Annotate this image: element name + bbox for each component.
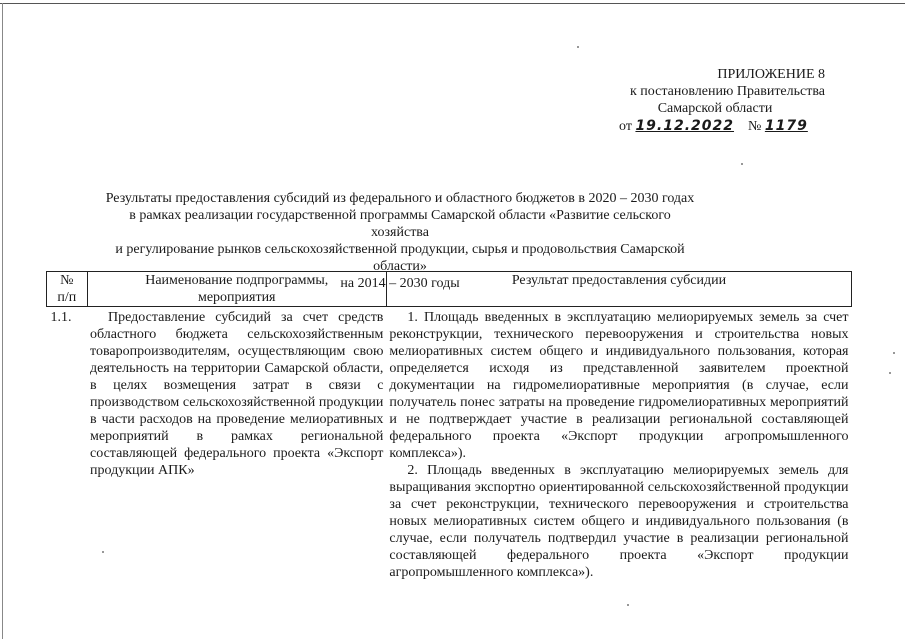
header-num-line-1: №: [60, 273, 74, 288]
title-line-1: Результаты предоставления субсидий из федерального и областного бюджетов в 2020 – 2030 годах: [105, 191, 695, 206]
header-result: Результат предоставления субсидии: [386, 272, 851, 307]
scan-speck: [741, 163, 743, 165]
table-header-row: [47, 272, 852, 307]
header-num-line-2: п/п: [57, 290, 77, 305]
number-prefix: №: [748, 119, 762, 134]
scan-border-top: [0, 3, 905, 4]
scan-speck: [627, 604, 629, 606]
row-name-text: Предоставление субсидий за счет средств областного бюджета сельскохозяйственным товаропроизводителям, осуществляющим свою деятельность на территории Самарской области, в целях возмещения затрат в связи с производством сельскохозяйственной продукции в части расходов на проведение мелиоративных мероприятий в рамках региональной составляющей федерального проекта «Экспорт продукции АПК»: [90, 310, 384, 478]
row-results: [386, 307, 851, 582]
header-name-line-2: мероприятия: [197, 290, 276, 305]
date-prefix: от: [619, 119, 632, 134]
scan-speck: [577, 46, 579, 48]
result-item-2: 2. Площадь введенных в эксплуатацию мелиорируемых земель для выращивания экспортно ориентированной сельскохозяйственной продукции за счет реконструкции, технического перевооружения и строительства новых мелиоративных систем общего и индивидуального пользования (в случае, если получатель подтвердил участие в реализации региональной составляющей федерального проекта «Экспорт продукции агропромышленного комплекса»).: [389, 463, 849, 580]
table-row: [47, 307, 852, 582]
appendix-dateline: [619, 118, 808, 135]
row-num: 1.1.: [50, 310, 72, 325]
title-line-3: и регулирование рынков сельскохозяйственной продукции, сырья и продовольствия Самарской области»: [115, 242, 685, 274]
header-num: [47, 272, 88, 307]
scan-speck: [102, 551, 104, 553]
title-line-2: в рамках реализации государственной программы Самарской области «Развитие сельского хозяйства: [129, 208, 671, 240]
appendix-line-1: к постановлению Правительства: [629, 84, 825, 99]
scan-speck: [889, 372, 891, 374]
subsidy-results-table: [46, 271, 852, 581]
header-name-line-1: Наименование подпрограммы,: [145, 273, 329, 288]
date-value: 19.12.2022: [635, 118, 735, 134]
title-line-4: на 2014 – 2030 годы: [340, 276, 460, 291]
appendix-title: ПРИЛОЖЕНИЕ 8: [717, 67, 825, 82]
appendix-line-2: Самарской области: [657, 101, 773, 116]
appendix-block: [565, 66, 825, 117]
scan-border-left: [2, 3, 3, 639]
number-value: 1179: [764, 118, 808, 134]
row-name: [87, 307, 386, 582]
scan-speck: [893, 352, 895, 354]
result-item-1: 1. Площадь введенных в эксплуатацию мелиорируемых земель за счет реконструкции, технического перевооружения и строительства новых мелиоративных систем общего и индивидуального пользования, которая определяется исходя из представленной заявителем проектной документации на гидромелиоративные мероприятия (в случае, если получатель понес затраты на проведение гидромелиоративных мероприятий и не подтверждает участие в реализации региональной составляющей федерального проекта «Экспорт продукции агропромышленного комплекса»).: [389, 310, 849, 461]
header-name: [87, 272, 386, 307]
